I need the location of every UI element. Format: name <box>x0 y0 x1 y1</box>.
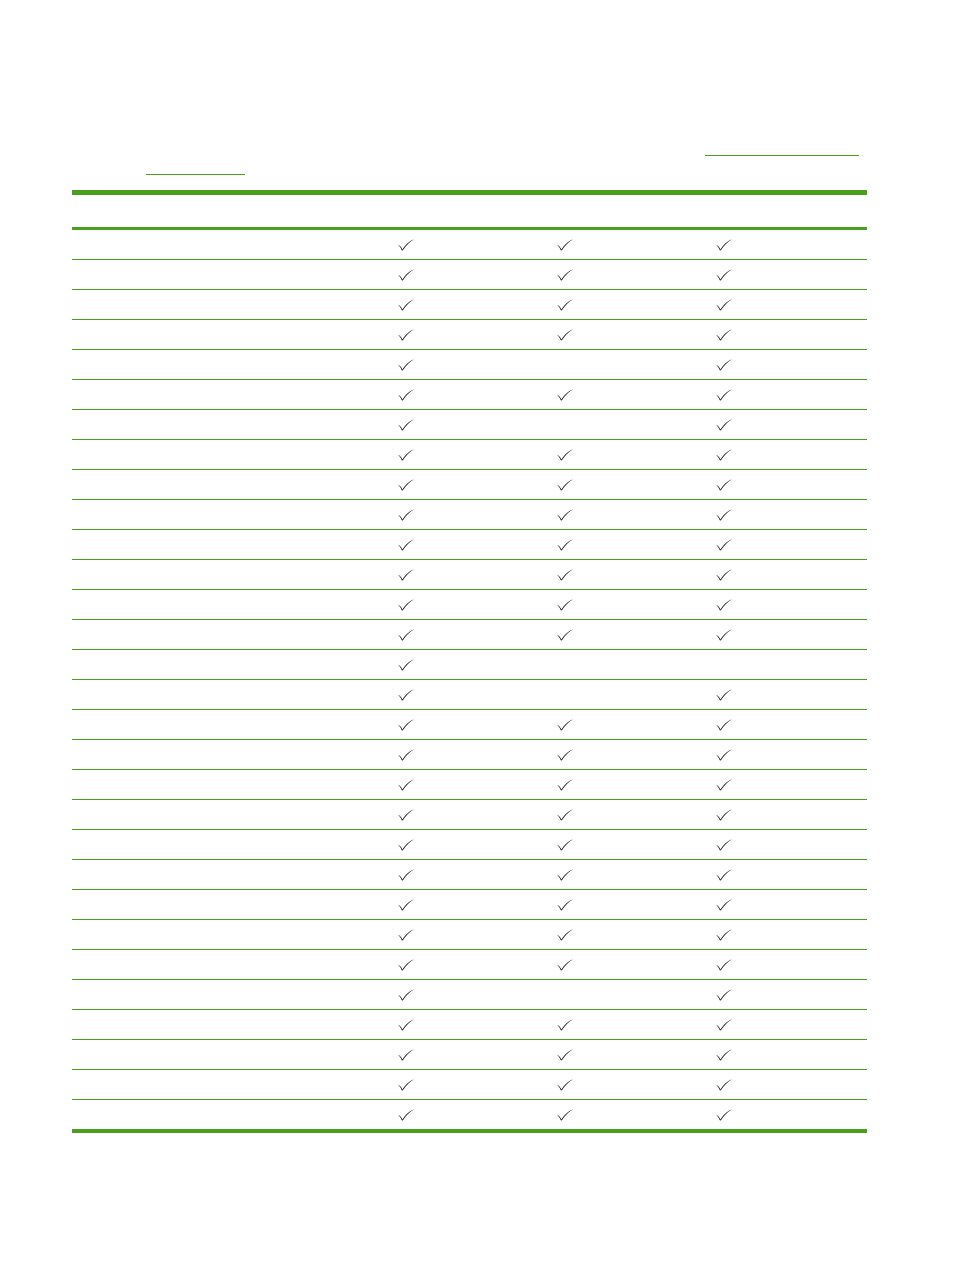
checkmark-icon <box>556 1048 574 1061</box>
table-cell <box>393 620 419 649</box>
checkmark-icon <box>397 358 415 371</box>
checkmark-icon <box>397 1048 415 1061</box>
checkmark-icon <box>556 748 574 761</box>
table-cell <box>552 740 578 769</box>
table-cell <box>711 740 737 769</box>
checkmark-icon <box>397 268 415 281</box>
table-row <box>72 890 867 920</box>
checkmark-icon <box>397 688 415 701</box>
checkmark-icon <box>556 328 574 341</box>
checkmark-icon <box>397 238 415 251</box>
checkmark-icon <box>715 238 733 251</box>
table-cell <box>552 230 578 259</box>
checkmark-icon <box>715 748 733 761</box>
checkmark-icon <box>397 1018 415 1031</box>
table-cell <box>393 320 419 349</box>
checkmark-icon <box>556 538 574 551</box>
checkmark-icon <box>715 1078 733 1091</box>
table-cell <box>393 980 419 1009</box>
checkmark-icon <box>397 508 415 521</box>
table-cell <box>552 590 578 619</box>
checkmark-icon <box>556 778 574 791</box>
table-cell <box>393 260 419 289</box>
table-cell <box>552 830 578 859</box>
table-cell <box>711 920 737 949</box>
table-cell <box>711 350 737 379</box>
table-row <box>72 680 867 710</box>
checkmark-icon <box>556 958 574 971</box>
checkmark-icon <box>556 478 574 491</box>
table-cell <box>393 470 419 499</box>
table-row <box>72 500 867 530</box>
table-cell <box>393 1010 419 1039</box>
checkmark-icon <box>556 268 574 281</box>
table-cell <box>552 320 578 349</box>
table-row <box>72 530 867 560</box>
table-row <box>72 860 867 890</box>
table-cell <box>711 590 737 619</box>
table-row <box>72 380 867 410</box>
table-row <box>72 560 867 590</box>
checkmark-icon <box>397 448 415 461</box>
table-row <box>72 800 867 830</box>
table-cell <box>711 1010 737 1039</box>
table-cell <box>711 800 737 829</box>
checkmark-icon <box>397 928 415 941</box>
checkmark-icon <box>556 388 574 401</box>
table-row <box>72 320 867 350</box>
checkmark-icon <box>397 598 415 611</box>
feature-support-table <box>72 190 867 1133</box>
checkmark-icon <box>556 1018 574 1031</box>
table-cell <box>552 440 578 469</box>
table-row <box>72 650 867 680</box>
checkmark-icon <box>556 448 574 461</box>
table-cell <box>552 800 578 829</box>
table-cell <box>393 680 419 709</box>
checkmark-icon <box>715 418 733 431</box>
table-cell <box>711 530 737 559</box>
checkmark-icon <box>715 988 733 1001</box>
table-cell <box>552 1070 578 1099</box>
table-cell <box>711 560 737 589</box>
table-row <box>72 1070 867 1100</box>
table-cell <box>711 650 737 679</box>
table-cell <box>552 410 578 439</box>
table-cell <box>711 500 737 529</box>
checkmark-icon <box>715 298 733 311</box>
checkmark-icon <box>715 958 733 971</box>
checkmark-icon <box>556 808 574 821</box>
checkmark-icon <box>397 658 415 671</box>
table-cell <box>552 560 578 589</box>
table-cell <box>711 710 737 739</box>
checkmark-icon <box>715 1018 733 1031</box>
table-cell <box>552 680 578 709</box>
checkmark-icon <box>556 1078 574 1091</box>
checkmark-icon <box>397 718 415 731</box>
checkmark-icon <box>397 568 415 581</box>
table-cell <box>393 590 419 619</box>
checkmark-icon <box>715 328 733 341</box>
table-cell <box>711 290 737 319</box>
checkmark-icon <box>715 928 733 941</box>
table-cell <box>393 380 419 409</box>
table-cell <box>552 770 578 799</box>
checkmark-icon <box>715 448 733 461</box>
checkmark-icon <box>397 748 415 761</box>
checkmark-icon <box>397 868 415 881</box>
table-cell <box>552 920 578 949</box>
checkmark-icon <box>556 898 574 911</box>
table-row <box>72 740 867 770</box>
checkmark-icon <box>715 478 733 491</box>
table-cell <box>393 740 419 769</box>
table-cell <box>552 620 578 649</box>
table-cell <box>393 950 419 979</box>
table-cell <box>393 890 419 919</box>
table-cell <box>552 950 578 979</box>
table-cell <box>552 290 578 319</box>
table-cell <box>711 260 737 289</box>
checkmark-icon <box>556 298 574 311</box>
table-row <box>72 620 867 650</box>
table-cell <box>552 500 578 529</box>
table-cell <box>711 320 737 349</box>
checkmark-icon <box>397 628 415 641</box>
checkmark-icon <box>715 268 733 281</box>
checkmark-icon <box>715 868 733 881</box>
table-cell <box>552 650 578 679</box>
table-cell <box>552 980 578 1009</box>
checkmark-icon <box>715 778 733 791</box>
checkmark-icon <box>556 868 574 881</box>
table-cell <box>552 1040 578 1069</box>
table-cell <box>393 770 419 799</box>
checkmark-icon <box>556 838 574 851</box>
table-cell <box>552 470 578 499</box>
table-cell <box>711 830 737 859</box>
table-cell <box>711 860 737 889</box>
checkmark-icon <box>397 988 415 1001</box>
table-row <box>72 350 867 380</box>
table-cell <box>552 710 578 739</box>
table-row <box>72 710 867 740</box>
table-cell <box>393 440 419 469</box>
checkmark-icon <box>556 598 574 611</box>
checkmark-icon <box>556 928 574 941</box>
table-cell <box>711 410 737 439</box>
checkmark-icon <box>715 508 733 521</box>
table-row <box>72 1040 867 1070</box>
table-row <box>72 590 867 620</box>
table-body <box>72 230 867 1133</box>
table-cell <box>393 830 419 859</box>
checkmark-icon <box>715 1048 733 1061</box>
checkmark-icon <box>556 508 574 521</box>
checkmark-icon <box>397 478 415 491</box>
table-cell <box>393 530 419 559</box>
checkmark-icon <box>397 778 415 791</box>
checkmark-icon <box>397 958 415 971</box>
checkmark-icon <box>715 838 733 851</box>
table-cell <box>393 290 419 319</box>
table-cell <box>552 890 578 919</box>
table-cell <box>393 560 419 589</box>
checkmark-icon <box>397 388 415 401</box>
table-row <box>72 770 867 800</box>
checkmark-icon <box>556 238 574 251</box>
table-cell <box>711 230 737 259</box>
table-row <box>72 920 867 950</box>
table-cell <box>711 1100 737 1129</box>
table-cell <box>393 350 419 379</box>
table-row <box>72 230 867 260</box>
checkmark-icon <box>397 328 415 341</box>
table-cell <box>711 440 737 469</box>
table-row <box>72 1100 867 1133</box>
table-row <box>72 950 867 980</box>
table-cell <box>552 380 578 409</box>
checkmark-icon <box>715 388 733 401</box>
checkmark-icon <box>397 418 415 431</box>
checkmark-icon <box>397 1078 415 1091</box>
checkmark-icon <box>397 298 415 311</box>
checkmark-icon <box>715 688 733 701</box>
table-cell <box>393 500 419 529</box>
checkmark-icon <box>556 568 574 581</box>
table-cell <box>393 710 419 739</box>
checkmark-icon <box>556 1108 574 1121</box>
table-cell <box>393 650 419 679</box>
table-cell <box>552 860 578 889</box>
table-cell <box>711 950 737 979</box>
checkmark-icon <box>715 628 733 641</box>
link-underline-left[interactable] <box>146 174 245 175</box>
table-row <box>72 440 867 470</box>
table-cell <box>711 620 737 649</box>
table-cell <box>393 230 419 259</box>
table-cell <box>711 380 737 409</box>
checkmark-icon <box>397 1108 415 1121</box>
checkmark-icon <box>715 598 733 611</box>
checkmark-icon <box>715 1108 733 1121</box>
table-row <box>72 980 867 1010</box>
table-cell <box>552 530 578 559</box>
table-cell <box>711 1040 737 1069</box>
table-cell <box>711 890 737 919</box>
table-cell <box>711 770 737 799</box>
table-cell <box>711 470 737 499</box>
table-cell <box>711 1070 737 1099</box>
table-cell <box>393 920 419 949</box>
table-header-row <box>72 195 867 230</box>
table-cell <box>552 1010 578 1039</box>
link-underline-right[interactable] <box>705 155 859 156</box>
checkmark-icon <box>715 538 733 551</box>
table-cell <box>552 350 578 379</box>
table-cell <box>552 1100 578 1129</box>
table-cell <box>393 800 419 829</box>
table-cell <box>393 410 419 439</box>
table-cell <box>393 1040 419 1069</box>
table-row <box>72 410 867 440</box>
checkmark-icon <box>397 838 415 851</box>
checkmark-icon <box>397 538 415 551</box>
table-row <box>72 260 867 290</box>
checkmark-icon <box>397 898 415 911</box>
table-row <box>72 470 867 500</box>
table-row <box>72 1010 867 1040</box>
checkmark-icon <box>715 358 733 371</box>
table-cell <box>711 980 737 1009</box>
checkmark-icon <box>715 808 733 821</box>
table-cell <box>552 260 578 289</box>
table-row <box>72 290 867 320</box>
checkmark-icon <box>715 568 733 581</box>
checkmark-icon <box>715 898 733 911</box>
table-cell <box>393 1070 419 1099</box>
checkmark-icon <box>397 808 415 821</box>
table-cell <box>393 1100 419 1129</box>
checkmark-icon <box>556 718 574 731</box>
table-cell <box>711 680 737 709</box>
checkmark-icon <box>715 718 733 731</box>
table-cell <box>393 860 419 889</box>
table-row <box>72 830 867 860</box>
checkmark-icon <box>556 628 574 641</box>
